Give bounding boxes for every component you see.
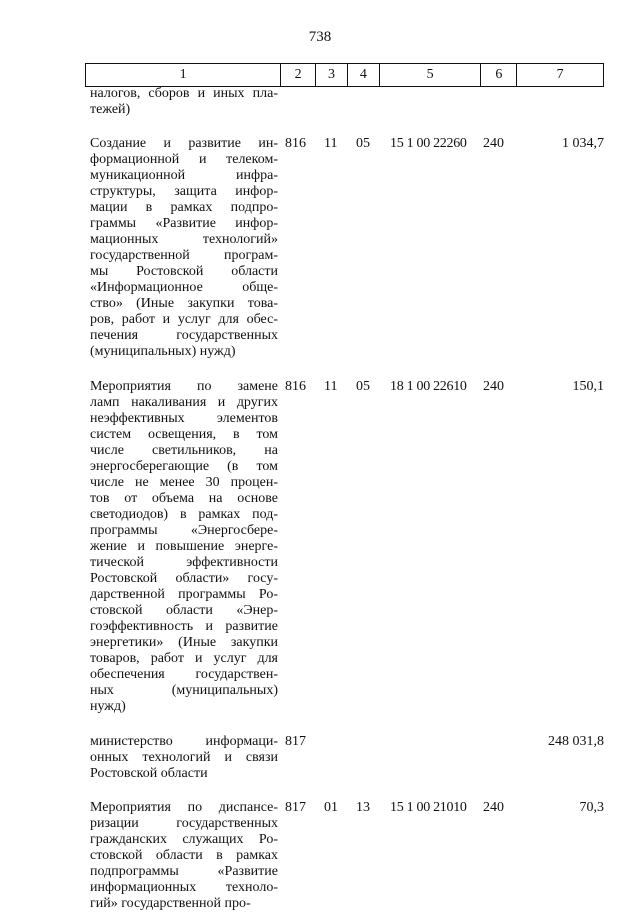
column-header-1: 1: [179, 67, 187, 82]
description-line: Ростовской области» госу-: [90, 571, 278, 586]
table-row: [85, 136, 604, 360]
description-line: ных (муниципальных): [90, 683, 278, 698]
table-row: [85, 86, 604, 118]
description-line: числе светильников, на: [90, 443, 278, 458]
description-line: ство» (Иные закупки това-: [90, 296, 278, 311]
description-line: стовской области в рамках: [90, 848, 278, 863]
description-line: энергосберегающие (в том: [90, 459, 278, 474]
description-line: структуры, защита инфор-: [90, 184, 278, 199]
description-line: неэффективных элементов: [90, 411, 278, 426]
subsection-code-cell: 13: [356, 800, 370, 815]
page-number: 738: [308, 29, 332, 45]
description-line: Мероприятия по замене: [90, 379, 278, 394]
expense-type-code-cell: 240: [483, 136, 504, 151]
description-line: светодиодов) в рамках под-: [90, 507, 278, 522]
column-header-4: 4: [347, 64, 379, 86]
description-line: тов от объема на основе: [90, 491, 278, 506]
subsection-code-cell: 05: [356, 136, 370, 151]
description-line: тежей): [90, 102, 131, 117]
description-line: онных технологий и связи: [90, 750, 278, 765]
description-line: формационной и телеком-: [90, 152, 278, 167]
ministry-code-cell: 817: [285, 734, 306, 749]
description-line: ризации государственных: [90, 816, 278, 831]
column-header-7: 7: [516, 64, 603, 86]
description-line: числе не менее 30 процен-: [90, 475, 278, 490]
description-line: (муниципальных) нужд): [90, 344, 236, 359]
description-line: мационных технологий»: [90, 232, 278, 247]
description-line: мы Ростовской области: [90, 264, 278, 279]
description-line: гражданских служащих Ро-: [90, 832, 278, 847]
description-line: обеспечения государствен-: [90, 667, 278, 682]
description-line: муникационной инфра-: [90, 168, 278, 183]
row-description: [85, 86, 278, 118]
description-line: систем освещения, в том: [90, 427, 278, 442]
table-body: [85, 86, 604, 912]
description-line: программы «Энергосбере-: [90, 523, 278, 538]
row-description: [85, 800, 278, 912]
description-line: мации в рамках подпро-: [90, 200, 278, 215]
target-article-code-cell: 15 1 00 22260: [390, 136, 467, 151]
expense-type-code-cell: 240: [483, 379, 504, 394]
amount-cell: 150,1: [572, 379, 604, 394]
description-line: стовской области «Энер-: [90, 603, 278, 618]
column-header-5: 5: [379, 64, 481, 86]
description-line: государственной програм-: [90, 248, 278, 263]
subsection-code-cell: 05: [356, 379, 370, 394]
target-article-code-cell: 18 1 00 22610: [390, 379, 467, 394]
description-line: нужд): [90, 699, 126, 714]
description-line: жение и повышение энерге-: [90, 539, 278, 554]
description-line: информационных техноло-: [90, 880, 278, 895]
column-header-row: [85, 63, 604, 87]
target-article-code-cell: 15 1 00 21010: [390, 800, 467, 815]
row-description: [85, 136, 278, 360]
ministry-code-cell: 817: [285, 800, 306, 815]
description-line: «Информационное обще-: [90, 280, 278, 295]
description-line: ламп накаливания и других: [90, 395, 278, 410]
description-line: министерство информаци-: [90, 734, 278, 749]
amount-cell: 248 031,8: [548, 734, 604, 749]
ministry-code-cell: 816: [285, 379, 306, 394]
row-description: [85, 734, 278, 782]
description-line: ров, работ и услуг для обес-: [90, 312, 278, 327]
description-line: подпрограммы «Развитие: [90, 864, 278, 879]
section-code-cell: 11: [324, 136, 338, 151]
section-code-cell: 01: [324, 800, 338, 815]
description-line: товаров, работ и услуг для: [90, 651, 278, 666]
section-code-cell: 11: [324, 379, 338, 394]
description-line: энергетики» (Иные закупки: [90, 635, 278, 650]
table-row: [85, 379, 604, 715]
amount-cell: 70,3: [579, 800, 604, 815]
amount-cell: 1 034,7: [562, 136, 604, 151]
description-line: Мероприятия по диспансе-: [90, 800, 278, 815]
column-header-2: 2: [280, 64, 315, 86]
description-line: тической эффективности: [90, 555, 278, 570]
description-line: граммы «Развитие инфор-: [90, 216, 278, 231]
description-line: печения государственных: [90, 328, 278, 343]
description-line: гоэффективность и развитие: [90, 619, 278, 634]
column-header-3: 3: [315, 64, 347, 86]
column-header-6: 6: [480, 64, 516, 86]
table-row: [85, 800, 604, 912]
table-row: [85, 734, 604, 782]
description-line: налогов, сборов и иных пла-: [90, 86, 278, 101]
description-line: Создание и развитие ин-: [90, 136, 278, 151]
expense-type-code-cell: 240: [483, 800, 504, 815]
description-line: дарственной программы Ро-: [90, 587, 278, 602]
ministry-code-cell: 816: [285, 136, 306, 151]
row-description: [85, 379, 278, 715]
description-line: гий» государственной про-: [90, 896, 251, 911]
description-line: Ростовской области: [90, 766, 208, 781]
